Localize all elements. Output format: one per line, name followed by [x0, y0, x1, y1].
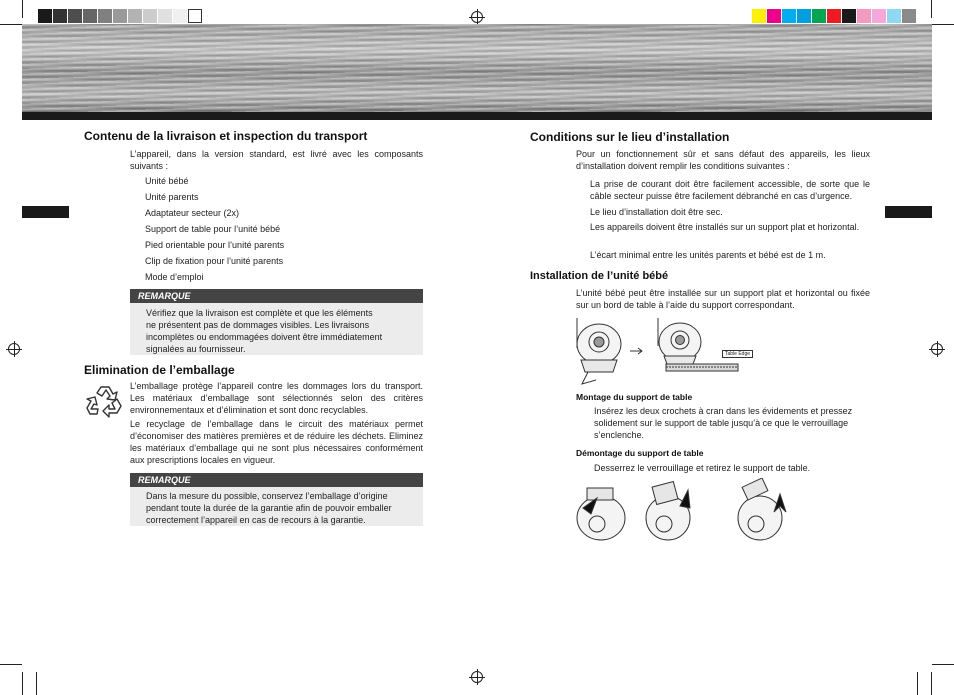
note-line: incomplètes ou endommagées doivent être immédiatement — [146, 332, 383, 342]
baby-unit-illustration — [568, 314, 626, 388]
section-title: Installation de l’unité bébé — [530, 270, 669, 282]
registration-mark-icon — [931, 343, 943, 355]
grayscale-swatch — [38, 9, 52, 23]
grayscale-swatch — [53, 9, 67, 23]
page-edge-tab-right — [885, 206, 932, 218]
subsection-title: Montage du support de table — [576, 392, 693, 402]
crop-mark — [931, 0, 932, 18]
process-color-swatch — [827, 9, 841, 23]
header-rule — [22, 112, 932, 120]
process-color-swatch — [857, 9, 871, 23]
note-header: REMARQUE — [130, 473, 423, 487]
note-line: ne présentent pas de dommages visibles. Les livraisons — [146, 320, 370, 330]
grayscale-swatch — [188, 9, 202, 23]
grayscale-swatch — [113, 9, 127, 23]
paragraph: Le recyclage de l’emballage dans le circuit des matériaux permet d’économiser des matières premières et de réduire les déchets. Eliminez les matériaux d’emballage qui ne sont plus nécessaires conformément aux prescriptions locales en vigueur. — [130, 419, 423, 465]
unmount-step-1-illustration — [573, 478, 629, 542]
process-color-swatch — [782, 9, 796, 23]
list-item: Pied orientable pour l’unité parents — [145, 240, 285, 250]
paragraph: Insérez les deux crochets à cran dans les évidements et pressez solidement sur le support de table jusqu’à ce que le verrouillage s’enclenche. — [594, 406, 853, 440]
grayscale-swatch — [98, 9, 112, 23]
note-header: REMARQUE — [130, 289, 423, 303]
grayscale-swatch — [83, 9, 97, 23]
crop-mark — [0, 24, 22, 25]
registration-mark-icon — [8, 343, 20, 355]
note-line: Vérifiez que la livraison est complète et que les éléments — [146, 308, 373, 318]
list-item: Les appareils doivent être installés sur un support plat et horizontal. — [590, 222, 860, 232]
registration-mark-icon — [471, 671, 483, 683]
process-color-swatch — [872, 9, 886, 23]
recycling-icon — [86, 383, 124, 419]
process-color-swatch — [887, 9, 901, 23]
note-line: pendant toute la durée de la garantie afin de pouvoir emballer — [146, 503, 392, 513]
process-color-swatch — [797, 9, 811, 23]
list-item: Support de table pour l’unité bébé — [145, 224, 281, 234]
list-item: Unité bébé — [145, 176, 189, 186]
note-line: Dans la mesure du possible, conservez l’emballage d’origine — [146, 491, 388, 501]
process-color-swatch — [842, 9, 856, 23]
header-banner — [22, 24, 932, 112]
grayscale-swatch — [128, 9, 142, 23]
crop-mark — [917, 672, 918, 695]
section-title: Conditions sur le lieu d’installation — [530, 130, 730, 144]
list-item: Unité parents — [145, 192, 199, 202]
crop-mark — [22, 0, 23, 18]
grayscale-swatch — [68, 9, 82, 23]
crop-mark — [0, 664, 22, 665]
list-item: Adaptateur secteur (2x) — [145, 208, 240, 218]
crop-mark — [931, 672, 932, 695]
grayscale-swatch — [143, 9, 157, 23]
paragraph: L’emballage protège l’appareil contre les dommages lors du transport. Les matériaux d’emballage sont sélectionnés selon des critères environnementaux et d’élimination et sont donc recyclables. — [130, 381, 423, 415]
paragraph: Pour un fonctionnement sûr et sans défaut des appareils, les lieux d’installation doivent remplir les conditions suivantes : — [576, 149, 870, 171]
process-color-swatch — [767, 9, 781, 23]
crop-mark — [36, 672, 37, 695]
paragraph: Desserrez le verrouillage et retirez le support de table. — [594, 463, 811, 473]
unmount-step-2-illustration — [642, 478, 698, 542]
baby-unit-on-table-illustration — [652, 314, 742, 376]
grayscale-swatch — [173, 9, 187, 23]
section-title: Contenu de la livraison et inspection du transport — [84, 129, 368, 143]
list-item: Clip de fixation pour l’unité parents — [145, 256, 284, 266]
grayscale-swatch — [158, 9, 172, 23]
list-item: L’écart minimal entre les unités parents et bébé est de 1 m. — [590, 250, 826, 260]
unmount-step-3-illustration — [734, 478, 790, 542]
crop-mark — [932, 664, 954, 665]
paragraph: L’appareil, dans la version standard, est livré avec les composants suivants : — [130, 149, 423, 171]
arrow-right-icon — [630, 347, 644, 355]
process-color-swatch — [752, 9, 766, 23]
list-item: Mode d’emploi — [145, 272, 204, 282]
registration-mark-icon — [471, 11, 483, 23]
process-color-swatch — [902, 9, 916, 23]
note-line: signalées au fournisseur. — [146, 344, 246, 354]
page-edge-tab-left — [22, 206, 69, 218]
list-item: La prise de courant doit être facilement accessible, de sorte que le câble secteur puisse être facilement débranché en cas d’urgence. — [590, 179, 870, 201]
subsection-title: Démontage du support de table — [576, 448, 704, 458]
figure-label: Table Edge — [722, 350, 753, 358]
list-item: Le lieu d’installation doit être sec. — [590, 207, 723, 217]
process-color-swatch — [812, 9, 826, 23]
crop-mark — [22, 672, 23, 695]
section-title: Elimination de l’emballage — [84, 363, 235, 377]
paragraph: L’unité bébé peut être installée sur un support plat et horizontal ou fixée sur un bord de table à l’aide du support correspondant. — [576, 288, 870, 310]
note-line: correctement l’appareil en cas de recours à la garantie. — [146, 515, 366, 525]
crop-mark — [932, 24, 954, 25]
